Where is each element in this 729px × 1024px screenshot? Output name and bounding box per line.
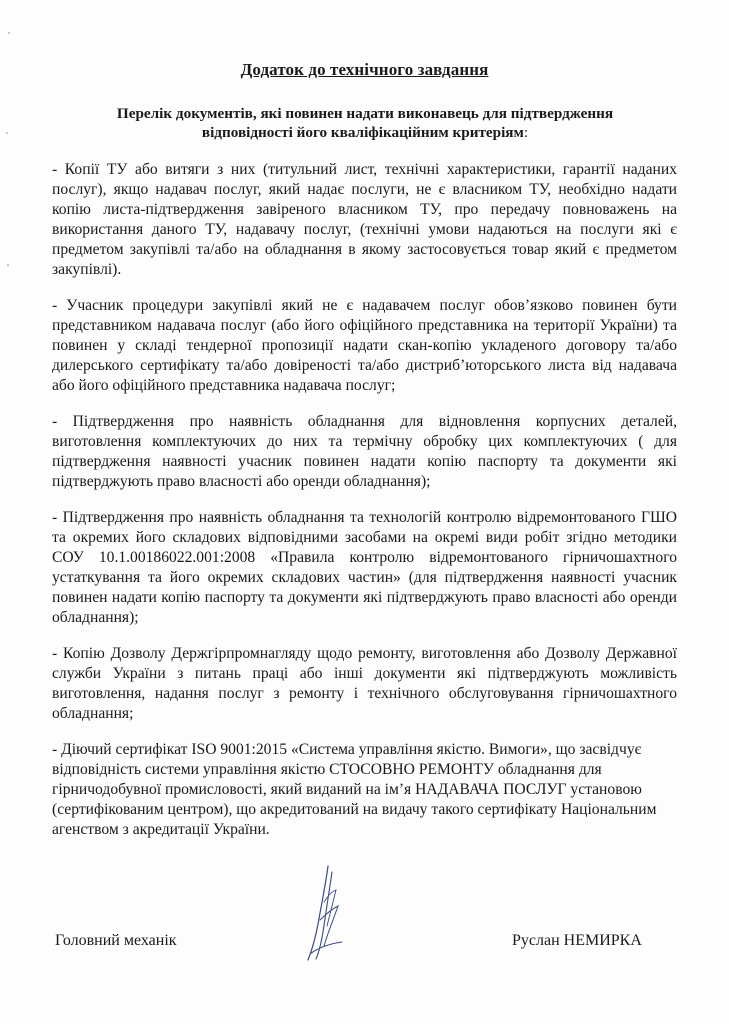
handwritten-signature bbox=[298, 862, 358, 967]
requirement-paragraph: - Підтвердження про наявність обладнання для відновлення корпусних деталей, виготовлення комплектуючих до них та термічну обробку цих комплектуючих ( для підтвердження наявності учасник повинен надати копію паспорту та документи які підтверджують право власності або оренди обладнання); bbox=[52, 413, 677, 490]
scan-speck bbox=[6, 132, 8, 134]
document-body bbox=[52, 160, 677, 856]
requirement-paragraph: - Копію Дозволу Держгірпромнагляду щодо ремонту, виготовлення або Дозволу Державної служби України з питань праці або інші документи які підтверджують можливість виготовлення, надання послуг з ремонту і технічного обслуговування гірничошахтного обладнання; bbox=[52, 645, 677, 722]
requirement-paragraph: - Підтвердження про наявність обладнання та технологій контролю відремонтованого ГШО та окремих його складових відповідними засобами на окремі види робіт згідно методики СОУ 10.1.00186022.001:2008 «Правила контролю відремонтованого гірничошахтного устаткування та його окремих складових частин» (для підтвердження наявності учасник повинен надати копію паспорту та документи які підтверджують право власності або оренди обладнання); bbox=[52, 509, 677, 626]
document-title: Додаток до технічного завдання bbox=[240, 60, 489, 79]
scan-speck bbox=[7, 264, 9, 266]
signatory-name: Руслан НЕМИРКА bbox=[512, 932, 642, 949]
subtitle-main: Перелік документів, які повинен надати виконавець для підтвердження відповідності його кваліфікаційним критеріям bbox=[116, 105, 614, 141]
requirement-paragraph: - Діючий сертифікат ISO 9001:2015 «Система управління якістю. Вимоги», що засвідчує відповідність системи управління якістю СТОСОВНО РЕМОНТУ обладнання для гірничодобувної промисловості, який виданий на ім’я НАДАВАЧА ПОСЛУГ установою (сертифікованим центром), що акредитований на видачу такого сертифікату Національним агенством з акредитації України. bbox=[52, 741, 657, 838]
signatory-position: Головний механік bbox=[55, 932, 177, 949]
document-subtitle bbox=[90, 104, 640, 142]
requirement-paragraph: - Копії ТУ або витяги з них (титульний лист, технічні характеристики, гарантії наданих послуг), якщо надавач послуг, який надає послуги, не є власником ТУ, необхідно надати копію листа-підтвердження завіреного власником ТУ, про передачу повноважень на використання даного ТУ, надавачу послуг, (технічні умови надаються на послуги які є предметом закупівлі та/або на обладнання в якому застосовується товар який є предметом закупівлі). bbox=[52, 161, 677, 278]
scan-speck bbox=[8, 32, 10, 34]
requirement-paragraph: - Учасник процедури закупівлі який не є надавачем послуг обов’язково повинен бути представником надавача послуг (або його офіційного представника на території України) та повинен у складі тендерної пропозиції надати скан-копію укладеного договору та/або дилерського сертифікату та/або довіреності та/або дистриб’юторського листа від надавача або його офіційного представника надавача послуг; bbox=[52, 297, 677, 394]
subtitle-colon: : bbox=[523, 124, 529, 141]
